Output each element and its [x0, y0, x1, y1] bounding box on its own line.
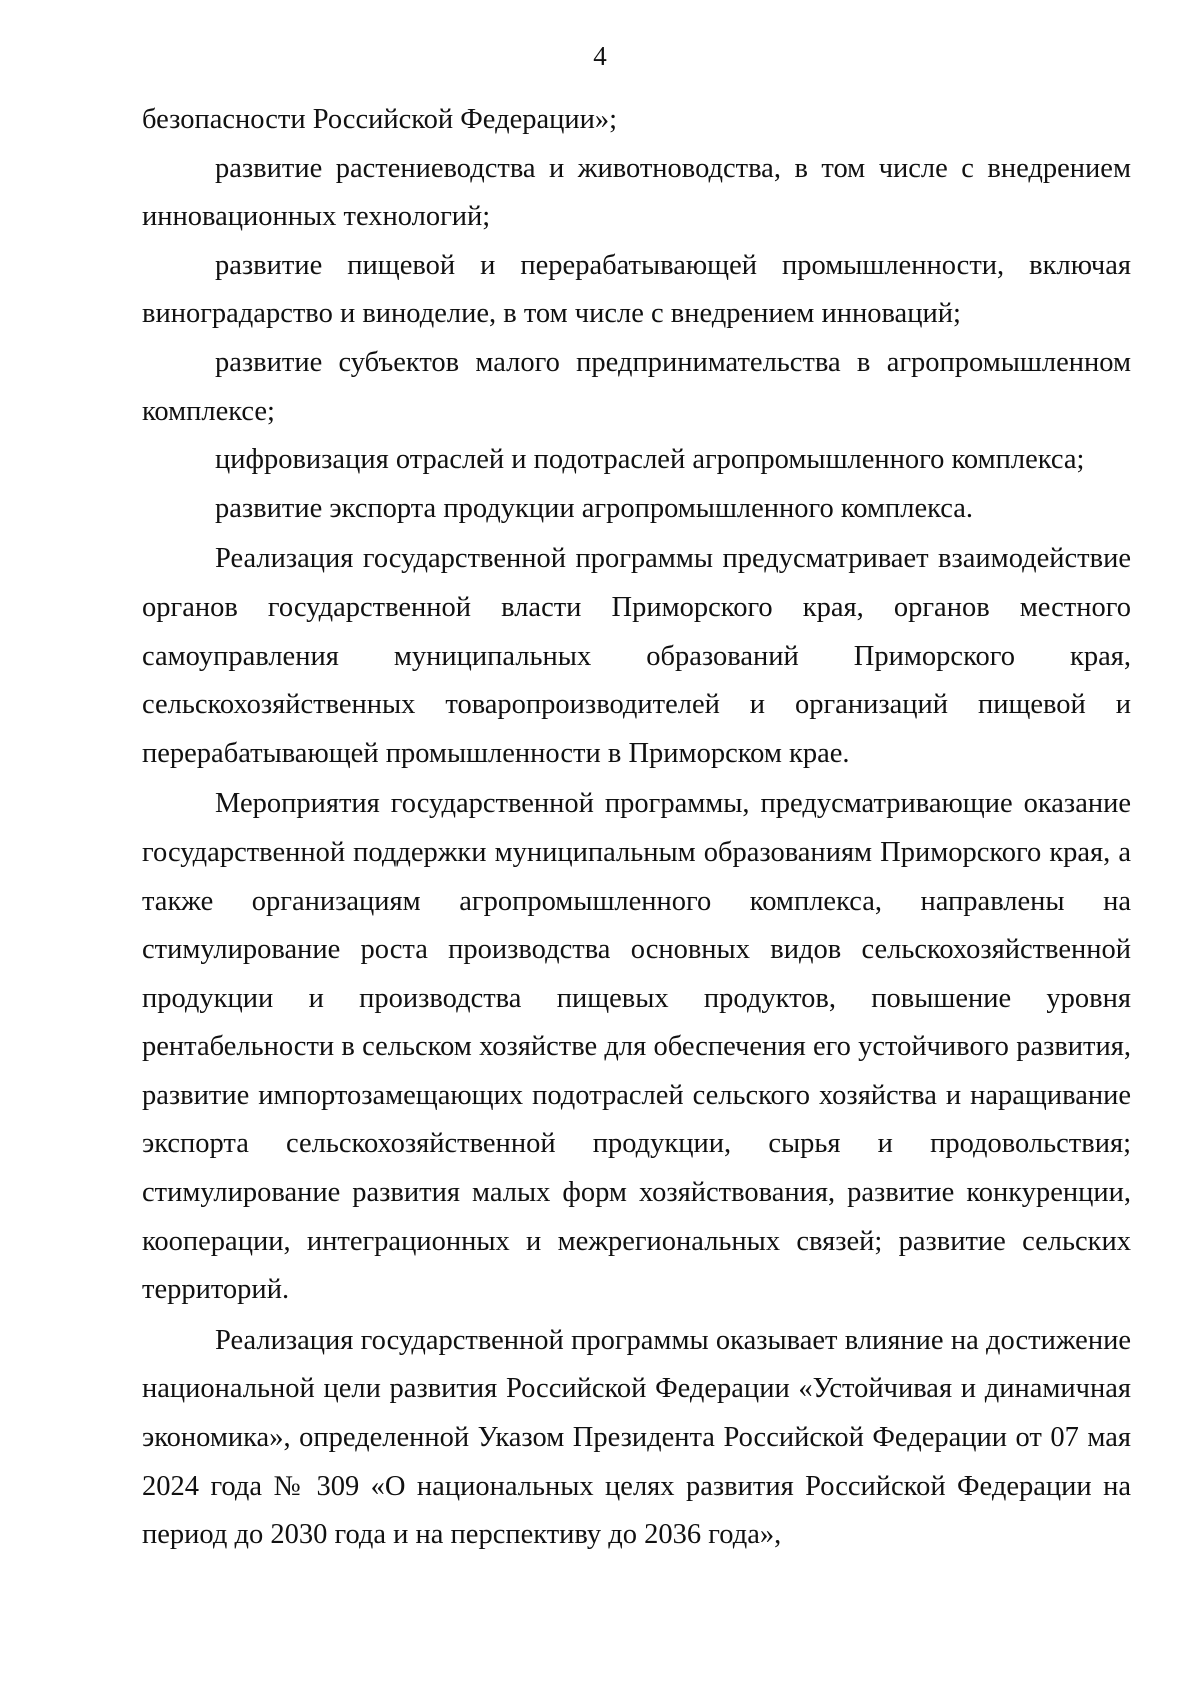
- page-number: 4: [593, 41, 607, 71]
- paragraph-program-measures: Мероприятия государственной программы, предусматривающие оказание государственной поддержки муниципальным образованиям Приморского края, а также организациям агропромышленного комплекса, направлены на стимулирование роста производства основных видов сельскохозяйственной продукции и производства пищевых продуктов, повышение уровня рентабельности в сельском хозяйстве для обеспечения его устойчивого развития, развитие импортозамещающих подотраслей сельского хозяйства и наращивание экспорта сельскохозяйственной продукции, сырья и продовольствия; стимулирование развития малых форм хозяйствования, развитие конкуренции, кооперации, интеграционных и межрегиональных связей; развитие сельских территорий.: [142, 788, 1131, 1306]
- paragraph-food-industry: развитие пищевой и перерабатывающей промышленности, включая виноградарство и виноделие, в том числе с внедрением инноваций;: [142, 249, 1131, 330]
- paragraph-small-business: развитие субъектов малого предпринимательства в агропромышленном комплексе;: [142, 346, 1131, 427]
- paragraph-export: развитие экспорта продукции агропромышленного комплекса.: [215, 492, 974, 524]
- paragraph-implementation-interaction: Реализация государственной программы предусматривает взаимодействие органов государственной власти Приморского края, органов местного самоуправления муниципальных образований Приморского края, сельскохозяйственных товаропроизводителей и организаций пищевой и перерабатывающей промышленности в Приморском крае.: [142, 543, 1131, 769]
- paragraph-continuation: безопасности Российской Федерации»;: [142, 104, 618, 135]
- document-body: [142, 96, 1131, 1560]
- paragraph-crop-livestock: развитие растениеводства и животноводства, в том числе с внедрением инновационных технологий;: [142, 152, 1131, 233]
- paragraph-national-goals: Реализация государственной программы оказывает влияние на достижение национальной цели развития Российской Федерации «Устойчивая и динамичная экономика», определенной Указом Президента Российской Федерации от 07 мая 2024 года № 309 «О национальных целях развития Российской Федерации на период до 2030 года и на перспективу до 2036 года»,: [142, 1324, 1131, 1551]
- paragraph-digitalization: цифровизация отраслей и подотраслей агропромышленного комплекса;: [215, 444, 1085, 476]
